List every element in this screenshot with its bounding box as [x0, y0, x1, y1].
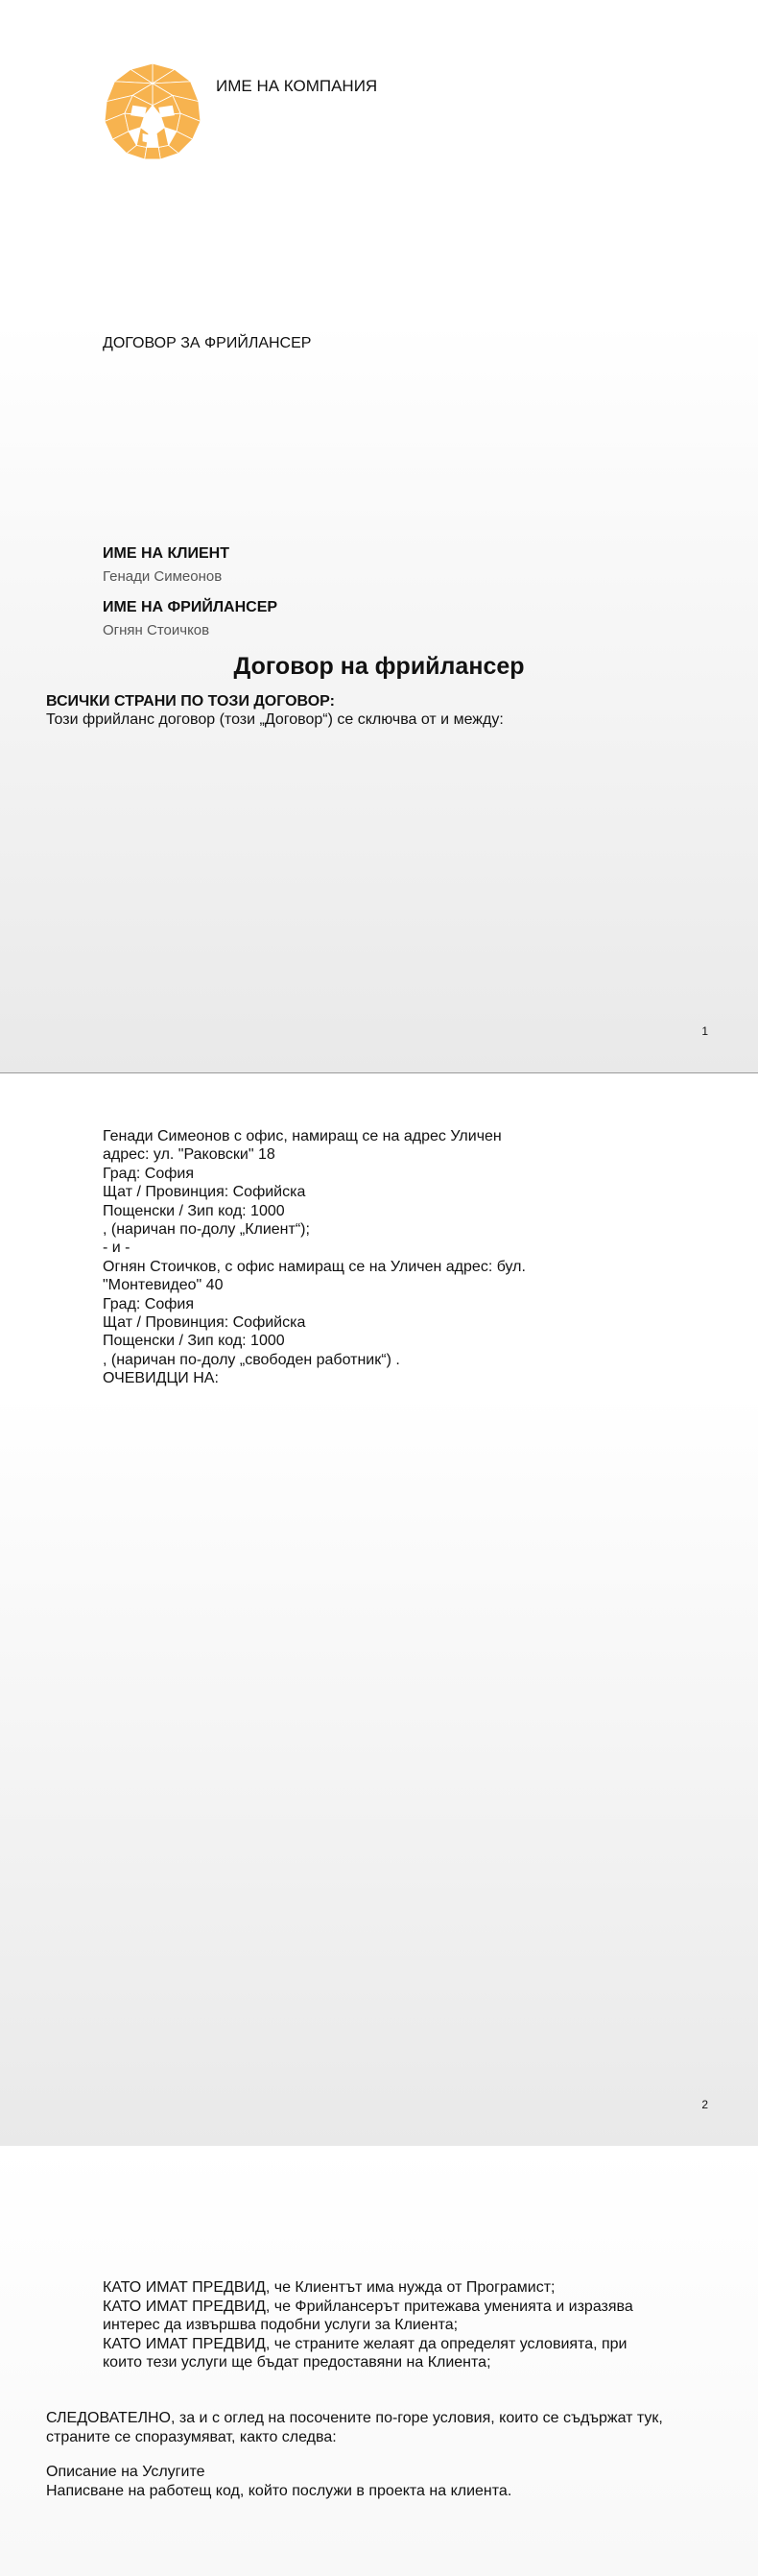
- whereas-line: КАТО ИМАТ ПРЕДВИД, че Фрийлансерът притежава уменията и изразява: [103, 2298, 633, 2315]
- services-description: Написване на работещ код, който послужи в проекта на клиента.: [46, 2483, 512, 2499]
- freelancer-name: Огнян Стоичков: [103, 622, 210, 638]
- document-page-1: [0, 0, 758, 1073]
- therefore-line: СЛЕДОВАТЕЛНО, за и с оглед на посочените по-горе условия, които се съдържат тук,: [46, 2410, 663, 2426]
- company-name: ИМЕ НА КОМПАНИЯ: [216, 77, 378, 95]
- document-page-2: [0, 1073, 758, 2146]
- address-line: - и -: [103, 1240, 130, 1257]
- whereas-line: интерес да извършва подобни услуги за Клиента;: [103, 2317, 459, 2333]
- address-line: Град: София: [103, 1165, 195, 1182]
- page-number: 1: [701, 1024, 708, 1038]
- therefore-clause: [46, 2409, 663, 2446]
- address-line: , (наричан по-долу „Клиент“);: [103, 1221, 310, 1239]
- page-number: 2: [701, 2098, 708, 2111]
- address-block: [103, 1127, 526, 1388]
- address-line: "Монтевидео" 40: [103, 1277, 224, 1294]
- address-line: Пощенски / Зип код: 1000: [103, 1202, 285, 1219]
- whereas-clauses: [103, 2278, 633, 2372]
- services-heading: Описание на Услугите: [46, 2464, 205, 2480]
- whereas-line: КАТО ИМАТ ПРЕДВИД, че Клиентът има нужда от Програмист;: [103, 2279, 556, 2296]
- address-line: Генади Симеонов с офис, намиращ се на адрес Уличен: [103, 1128, 502, 1144]
- freelancer-heading: ИМЕ НА ФРИЙЛАНСЕР: [103, 599, 278, 615]
- geometric-skull-logo-icon: [103, 61, 202, 161]
- address-line: Огнян Стоичков, с офис намиращ се на Уличен адрес: бул.: [103, 1258, 526, 1275]
- document-page-3: [0, 2146, 758, 2576]
- address-line: адрес: ул. "Раковски" 18: [103, 1146, 275, 1164]
- whereas-line: които тези услуги ще бъдат предоставяни на Клиента;: [103, 2354, 491, 2371]
- parties-heading: ВСИЧКИ СТРАНИ ПО ТОЗИ ДОГОВОР:: [46, 693, 335, 710]
- address-line: , (наричан по-долу „свободен работник“) .: [103, 1351, 400, 1368]
- client-heading: ИМЕ НА КЛИЕНТ: [103, 545, 229, 562]
- therefore-line: страните се споразумяват, както следва:: [46, 2428, 337, 2445]
- whereas-line: КАТО ИМАТ ПРЕДВИД, че страните желаят да определят условията, при: [103, 2335, 628, 2352]
- client-name: Генади Симеонов: [103, 568, 223, 585]
- contract-intro: Този фрийланс договор (този „Договор“) се сключва от и между:: [46, 711, 504, 728]
- contract-type-label: ДОГОВОР ЗА ФРИЙЛАНСЕР: [103, 335, 312, 351]
- address-line: Пощенски / Зип код: 1000: [103, 1333, 285, 1350]
- address-line: ОЧЕВИДЦИ НА:: [103, 1370, 219, 1387]
- contract-title: Договор на фрийлансер: [233, 653, 525, 680]
- address-line: Град: София: [103, 1295, 195, 1312]
- address-line: Щат / Провинция: Софийска: [103, 1184, 306, 1201]
- services-section: [46, 2463, 511, 2501]
- address-line: Щат / Провинция: Софийска: [103, 1314, 306, 1332]
